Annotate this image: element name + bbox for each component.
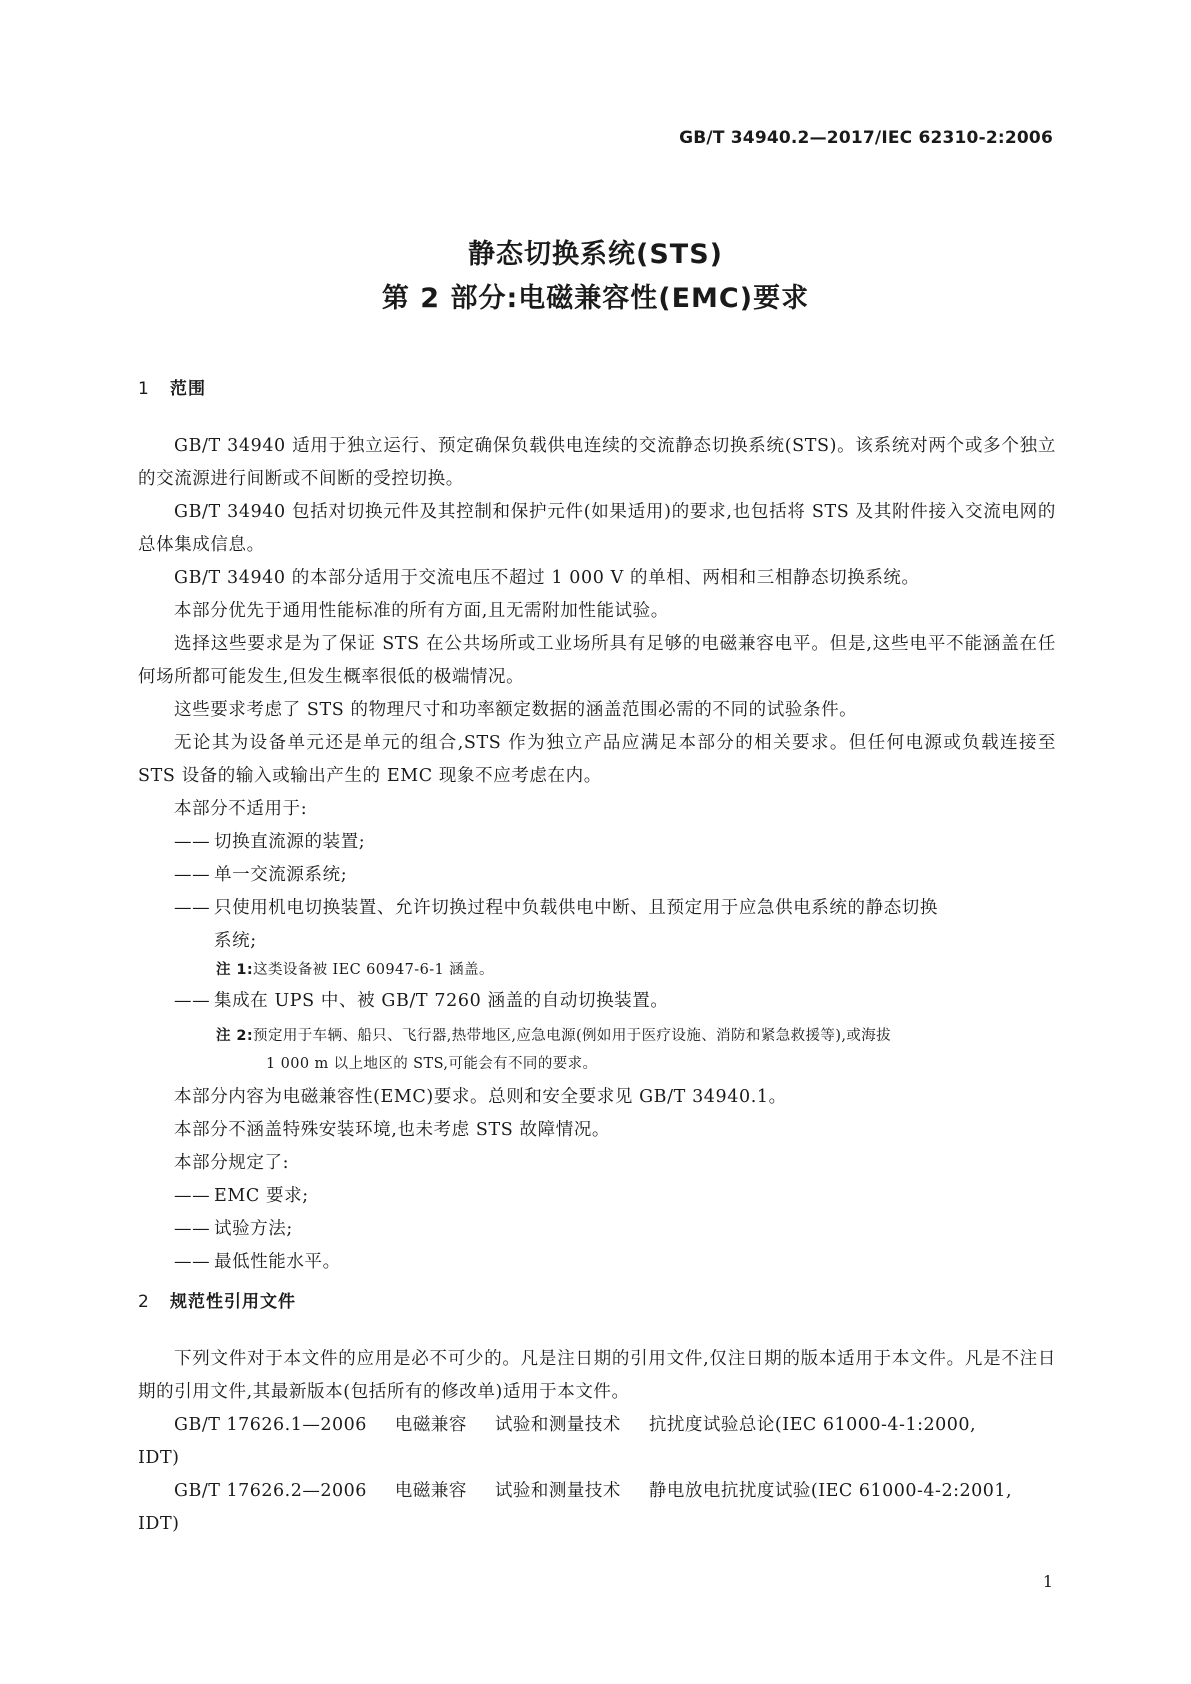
list-item-text: 只使用机电切换装置、允许切换过程中负载供电中断、且预定用于应急供电系统的静态切换 bbox=[214, 898, 938, 918]
note-2 bbox=[216, 1022, 1056, 1078]
list-item bbox=[174, 892, 1056, 958]
list-item bbox=[174, 826, 1056, 859]
reference-part-c: 抗扰度试验总论(IEC 61000-4-1:2000, bbox=[648, 1415, 977, 1435]
dash-mark: —— bbox=[174, 1186, 211, 1206]
dash-mark: —— bbox=[174, 991, 211, 1011]
reference-entry bbox=[138, 1475, 1056, 1508]
dash-mark: —— bbox=[174, 865, 211, 885]
note-continuation: 1 000 m 以上地区的 STS,可能会有不同的要求。 bbox=[266, 1056, 598, 1072]
paragraph: 本部分规定了: bbox=[174, 1153, 290, 1173]
list-item bbox=[174, 1246, 1056, 1279]
list-item-continuation: 系统; bbox=[214, 931, 257, 951]
paragraph: 选择这些要求是为了保证 STS 在公共场所或工业场所具有足够的电磁兼容电平。但是,这些电平不能涵盖在任何场所都可能发生,但发生概率很低的极端情况。 bbox=[138, 634, 1056, 687]
section-2-heading bbox=[138, 1287, 296, 1312]
note-text: 预定用于车辆、船只、飞行器,热带地区,应急电源(例如用于医疗设施、消防和紧急救援等),或海拔 bbox=[253, 1028, 892, 1044]
reference-part-a: 电磁兼容 bbox=[394, 1415, 467, 1435]
paragraph: GB/T 34940 的本部分适用于交流电压不超过 1 000 V 的单相、两相和三相静态切换系统。 bbox=[174, 568, 920, 588]
section-2-title: 规范性引用文件 bbox=[170, 1292, 296, 1312]
reference-part-b: 试验和测量技术 bbox=[494, 1481, 621, 1501]
document-code: GB/T 34940.2—2017/IEC 62310-2:2006 bbox=[679, 128, 1053, 148]
list-item bbox=[174, 1180, 1056, 1213]
paragraph: 本部分不涵盖特殊安装环境,也未考虑 STS 故障情况。 bbox=[174, 1120, 611, 1140]
note-1 bbox=[216, 956, 1056, 984]
list-item bbox=[174, 1213, 1056, 1246]
dash-mark: —— bbox=[174, 898, 211, 918]
section-1-title: 范围 bbox=[170, 379, 206, 399]
title-line-2: 第 2 部分:电磁兼容性(EMC)要求 bbox=[381, 283, 810, 314]
list-item bbox=[174, 985, 1056, 1018]
title-line-1: 静态切换系统(STS) bbox=[468, 239, 723, 270]
reference-code: GB/T 17626.2—2006 bbox=[174, 1481, 367, 1501]
list-item-text: 最低性能水平。 bbox=[214, 1252, 341, 1272]
section-1-number: 1 bbox=[138, 379, 150, 399]
paragraph: 本部分优先于通用性能标准的所有方面,且无需附加性能试验。 bbox=[174, 601, 669, 621]
dash-mark: —— bbox=[174, 832, 211, 852]
list-item-text: 试验方法; bbox=[214, 1219, 293, 1239]
reference-part-b: 试验和测量技术 bbox=[494, 1415, 621, 1435]
reference-tail: IDT) bbox=[138, 1514, 180, 1534]
list-item-text: 切换直流源的装置; bbox=[214, 832, 366, 852]
reference-code: GB/T 17626.1—2006 bbox=[174, 1415, 367, 1435]
dash-mark: —— bbox=[174, 1219, 211, 1239]
paragraph: 本部分内容为电磁兼容性(EMC)要求。总则和安全要求见 GB/T 34940.1。 bbox=[174, 1087, 787, 1107]
reference-entry bbox=[138, 1409, 1056, 1442]
list-item-text: 集成在 UPS 中、被 GB/T 7260 涵盖的自动切换装置。 bbox=[214, 991, 669, 1011]
section-2-number: 2 bbox=[138, 1292, 150, 1312]
note-text: 这类设备被 IEC 60947-6-1 涵盖。 bbox=[253, 962, 494, 978]
list-item-text: 单一交流源系统; bbox=[214, 865, 348, 885]
note-label: 注 1: bbox=[216, 962, 254, 978]
reference-tail: IDT) bbox=[138, 1448, 180, 1468]
list-item bbox=[174, 859, 1056, 892]
reference-part-c: 静电放电抗扰度试验(IEC 61000-4-2:2001, bbox=[648, 1481, 1013, 1501]
section-1-heading bbox=[138, 374, 206, 399]
note-label: 注 2: bbox=[216, 1028, 254, 1044]
paragraph: 无论其为设备单元还是单元的组合,STS 作为独立产品应满足本部分的相关要求。但任何电源或负载连接至 STS 设备的输入或输出产生的 EMC 现象不应考虑在内。 bbox=[138, 733, 1056, 786]
dash-mark: —— bbox=[174, 1252, 211, 1272]
paragraph: GB/T 34940 适用于独立运行、预定确保负载供电连续的交流静态切换系统(STS)。该系统对两个或多个独立的交流源进行间断或不间断的受控切换。 bbox=[138, 436, 1056, 489]
paragraph: 这些要求考虑了 STS 的物理尺寸和功率额定数据的涵盖范围必需的不同的试验条件。 bbox=[174, 700, 858, 720]
paragraph: GB/T 34940 包括对切换元件及其控制和保护元件(如果适用)的要求,也包括将 STS 及其附件接入交流电网的总体集成信息。 bbox=[138, 502, 1056, 555]
paragraph: 下列文件对于本文件的应用是必不可少的。凡是注日期的引用文件,仅注日期的版本适用于本文件。凡是不注日期的引用文件,其最新版本(包括所有的修改单)适用于本文件。 bbox=[138, 1349, 1056, 1402]
list-item-text: EMC 要求; bbox=[214, 1186, 309, 1206]
paragraph: 本部分不适用于: bbox=[174, 799, 308, 819]
page-number: 1 bbox=[1042, 1572, 1053, 1591]
reference-part-a: 电磁兼容 bbox=[394, 1481, 467, 1501]
